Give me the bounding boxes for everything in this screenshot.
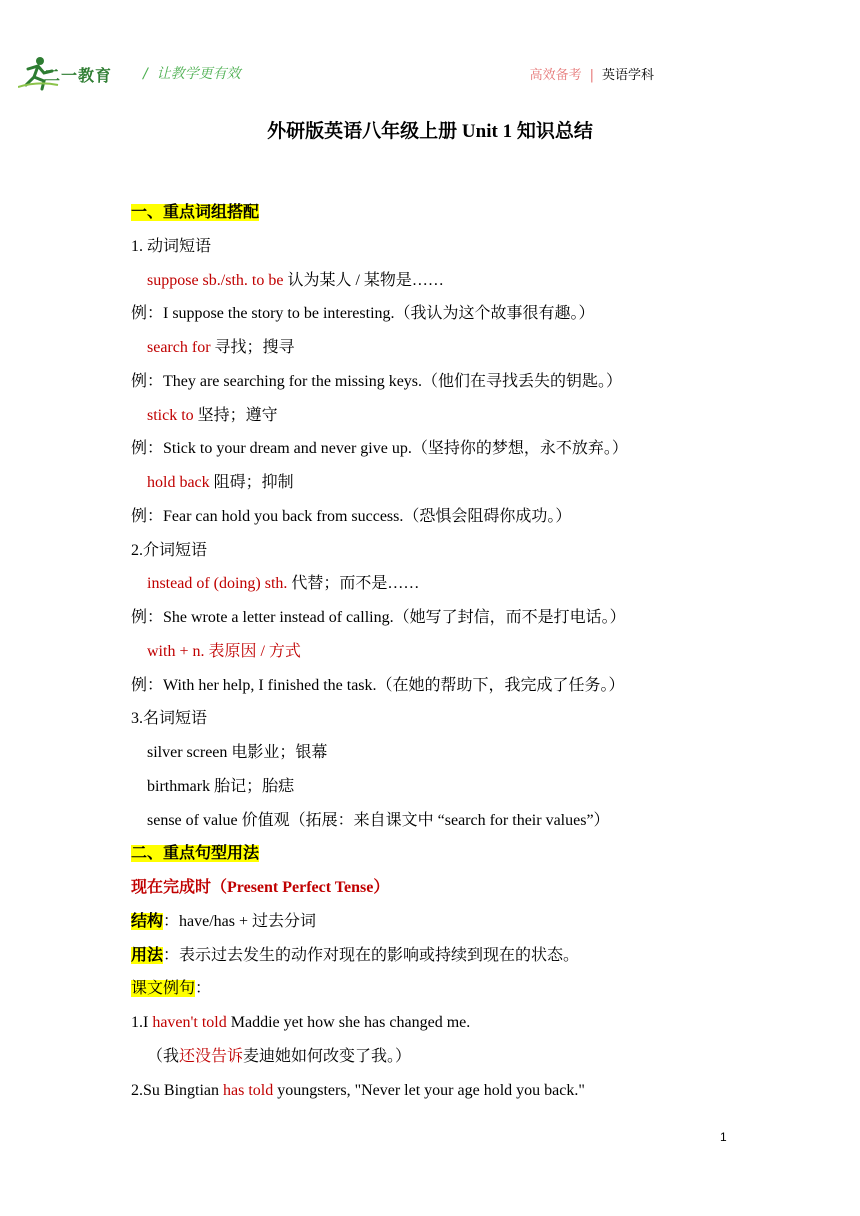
phrase-item: with + n. 表原因 / 方式: [147, 642, 301, 660]
phrase-item: hold back 阻碍；抑制: [147, 474, 294, 491]
section2-heading: 二、重点句型用法: [131, 845, 260, 863]
example-line: 例：They are searching for the missing keys.（他们在寻找丢失的钥匙。）: [131, 372, 623, 390]
header-separator: |: [589, 68, 594, 83]
noun-item: silver screen 电影业；银幕: [147, 744, 328, 761]
phrase-item: search for 寻找；搜寻: [147, 339, 295, 356]
document-title: 外研版英语八年级上册 Unit 1 知识总结: [267, 121, 593, 142]
header-subject-label: 英语学科: [601, 68, 654, 83]
example-sentence: 1.I haven't told Maddie yet how she has changed me.: [131, 1014, 471, 1031]
example-line: 例：I suppose the story to be interesting.（我认为这个故事很有趣。）: [131, 305, 595, 323]
example-line: 例：She wrote a letter instead of calling.（她写了封信，而不是打电话。）: [131, 609, 626, 626]
structure-line: 结构：have/has + 过去分词: [131, 912, 317, 930]
noun-item: birthmark 胎记；胎痣: [147, 777, 295, 795]
verb-phrases-heading: 1. 动词短语: [131, 237, 212, 255]
example-line: 例：With her help, I finished the task.（在她的帮助下，我完成了任务。）: [131, 676, 625, 694]
example-sentence: 2.Su Bingtian has told youngsters, "Never let your age hold you back.": [131, 1081, 585, 1099]
tense-title: 现在完成时（Present Perfect Tense）: [131, 879, 390, 896]
phrase-item: instead of (doing) sth. 代替；而不是……: [147, 575, 420, 593]
header-right: [530, 64, 654, 83]
usage-line: 用法：表示过去发生的动作对现在的影响或持续到现在的状态。: [131, 946, 580, 964]
example-line: 例：Stick to your dream and never give up.（坚持你的梦想，永不放弃。）: [131, 440, 628, 458]
document-body: [131, 196, 771, 1107]
prep-phrases-heading: 2.介词短语: [131, 541, 208, 559]
page-header: [0, 0, 860, 100]
page-number: 1: [720, 1130, 727, 1144]
noun-phrases-heading: 3.名词短语: [131, 710, 208, 728]
logo-text: 二一教育: [44, 66, 113, 85]
phrase-item: suppose sb./sth. to be 认为某人 / 某物是……: [147, 271, 444, 289]
header-exam-label: 高效备考: [529, 68, 582, 83]
noun-item: sense of value 价值观（拓展：来自课文中 “search for their values”）: [147, 811, 610, 829]
example-translation: （我还没告诉麦迪她如何改变了我。）: [147, 1047, 412, 1065]
example-line: 例：Fear can hold you back from success.（恐惧会阻碍你成功。）: [131, 507, 572, 525]
phrase-item: stick to 坚持；遵守: [147, 406, 278, 424]
section1-heading: 一、重点词组搭配: [131, 204, 260, 221]
examples-label-line: 课文例句：: [131, 980, 212, 998]
header-slogan: / 让教学更有效: [143, 66, 241, 82]
